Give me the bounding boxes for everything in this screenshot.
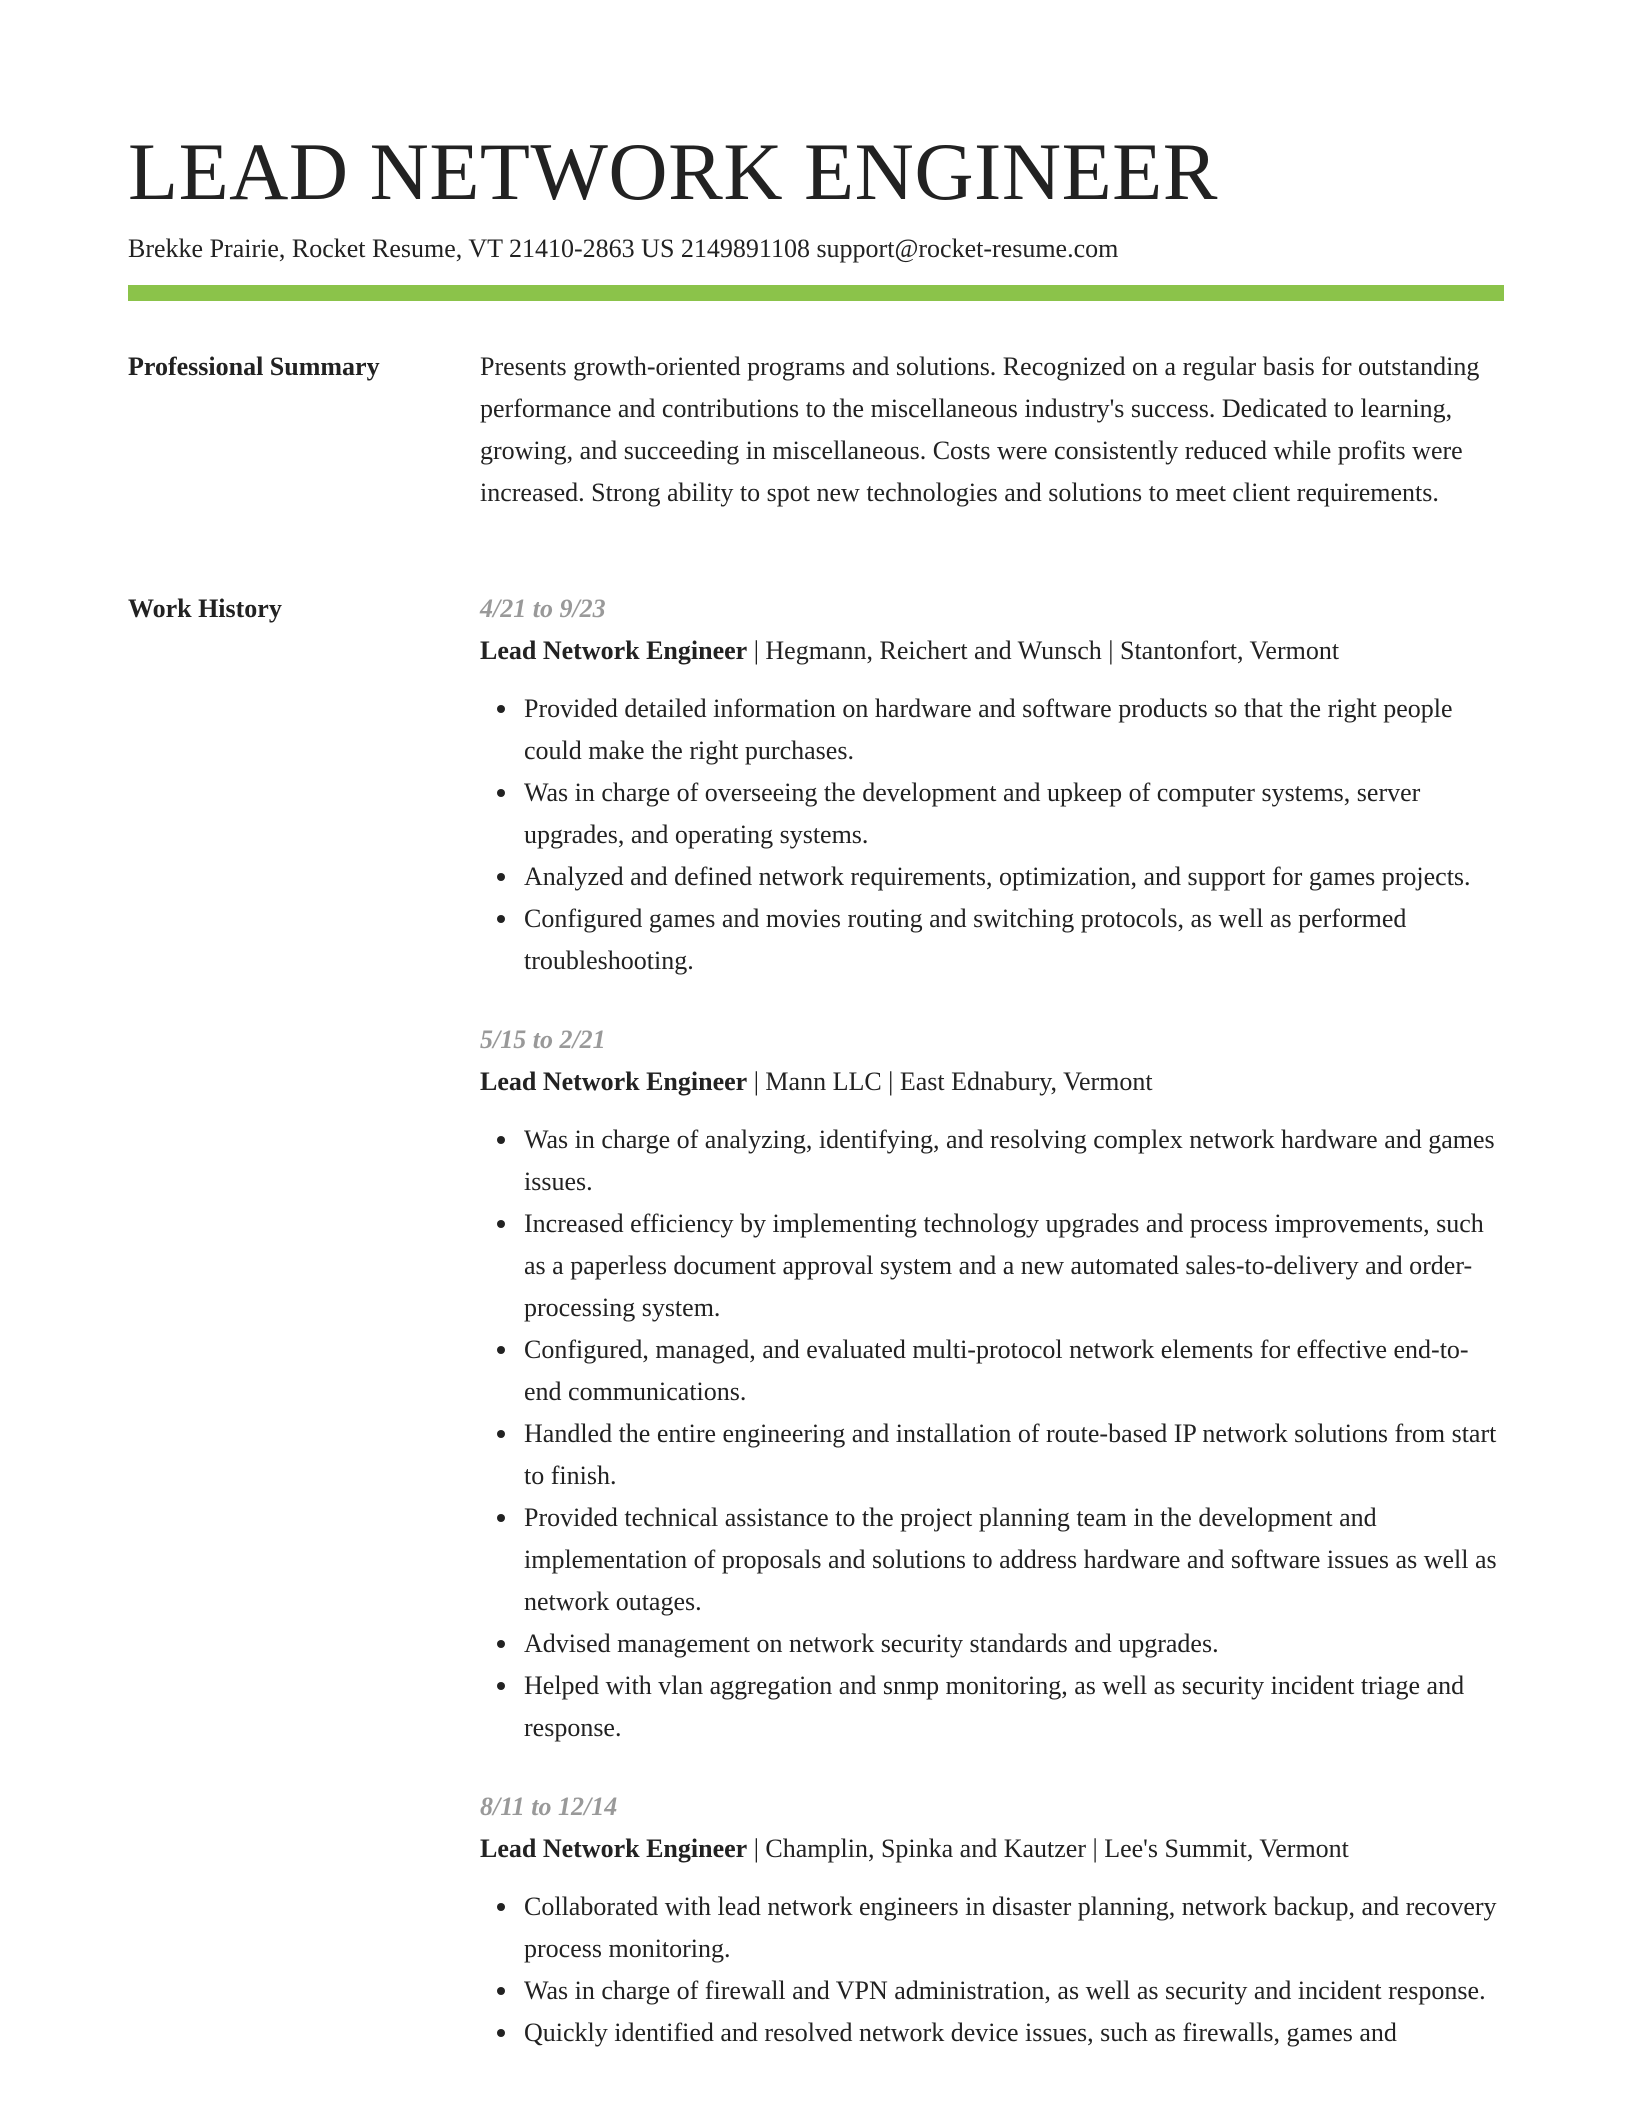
accent-divider [128,285,1504,301]
job-bullet: Configured, managed, and evaluated multi-protocol network elements for effective end-to-end communications. [524,1329,1504,1413]
job-bullet: Collaborated with lead network engineers in disaster planning, network backup, and recovery process monitoring. [524,1886,1504,1970]
job-bullet: Was in charge of overseeing the development and upkeep of computer systems, server upgrades, and operating systems. [524,772,1504,856]
job-bullet: Configured games and movies routing and switching protocols, as well as performed troubleshooting. [524,898,1504,982]
summary-body [480,346,1504,514]
job-entry [480,1019,1504,1749]
job-entry [480,1786,1504,2054]
job-title: Lead Network Engineer [480,1834,748,1863]
job-employer-location: | Mann LLC | East Ednabury, Vermont [747,1067,1153,1096]
contact-line: Brekke Prairie, Rocket Resume, VT 21410-2863 US 2149891108 support@rocket-resume.com [128,234,1119,263]
job-bullet: Provided detailed information on hardware and software products so that the right people could make the right purchases. [524,688,1504,772]
job-bullet: Increased efficiency by implementing technology upgrades and process improvements, such as a paperless document approval system and a new automated sales-to-delivery and order-processing system. [524,1203,1504,1329]
job-title-line [480,1828,1504,1870]
work-history-body [480,588,1504,2091]
job-bullet: Was in charge of firewall and VPN administration, as well as security and incident response. [524,1970,1504,2012]
job-dates: 8/11 to 12/14 [480,1792,618,1821]
job-title: Lead Network Engineer [480,636,748,665]
job-bullet: Provided technical assistance to the project planning team in the development and implementation of proposals and solutions to address hardware and software issues as well as network outages. [524,1497,1504,1623]
job-employer-location: | Hegmann, Reichert and Wunsch | Stantonfort, Vermont [747,636,1340,665]
resume-name-heading: LEAD NETWORK ENGINEER [128,126,1218,217]
section-label-summary: Professional Summary [128,352,380,381]
job-title-line [480,630,1504,672]
job-dates: 4/21 to 9/23 [480,594,606,623]
job-entry [480,588,1504,982]
job-bullet-list [480,1886,1504,2054]
job-employer-location: | Champlin, Spinka and Kautzer | Lee's Summit, Vermont [747,1834,1349,1863]
job-bullet: Handled the entire engineering and installation of route-based IP network solutions from start to finish. [524,1413,1504,1497]
job-bullet-list [480,1119,1504,1749]
job-bullet: Quickly identified and resolved network device issues, such as firewalls, games and [524,2012,1504,2054]
job-dates: 5/15 to 2/21 [480,1025,606,1054]
job-title: Lead Network Engineer [480,1067,748,1096]
job-title-line [480,1061,1504,1103]
job-bullet: Advised management on network security standards and upgrades. [524,1623,1504,1665]
job-bullet: Helped with vlan aggregation and snmp monitoring, as well as security incident triage and response. [524,1665,1504,1749]
job-bullet: Analyzed and defined network requirements, optimization, and support for games projects. [524,856,1504,898]
job-bullet-list [480,688,1504,982]
summary-text: Presents growth-oriented programs and solutions. Recognized on a regular basis for outstanding performance and contributions to the miscellaneous industry's success. Dedicated to learning, growing, and succeeding in miscellaneous. Costs were consistently reduced while profits were increased. Strong ability to spot new technologies and solutions to meet client requirements. [480,352,1480,507]
job-bullet: Was in charge of analyzing, identifying, and resolving complex network hardware and games issues. [524,1119,1504,1203]
section-label-work: Work History [128,594,282,623]
